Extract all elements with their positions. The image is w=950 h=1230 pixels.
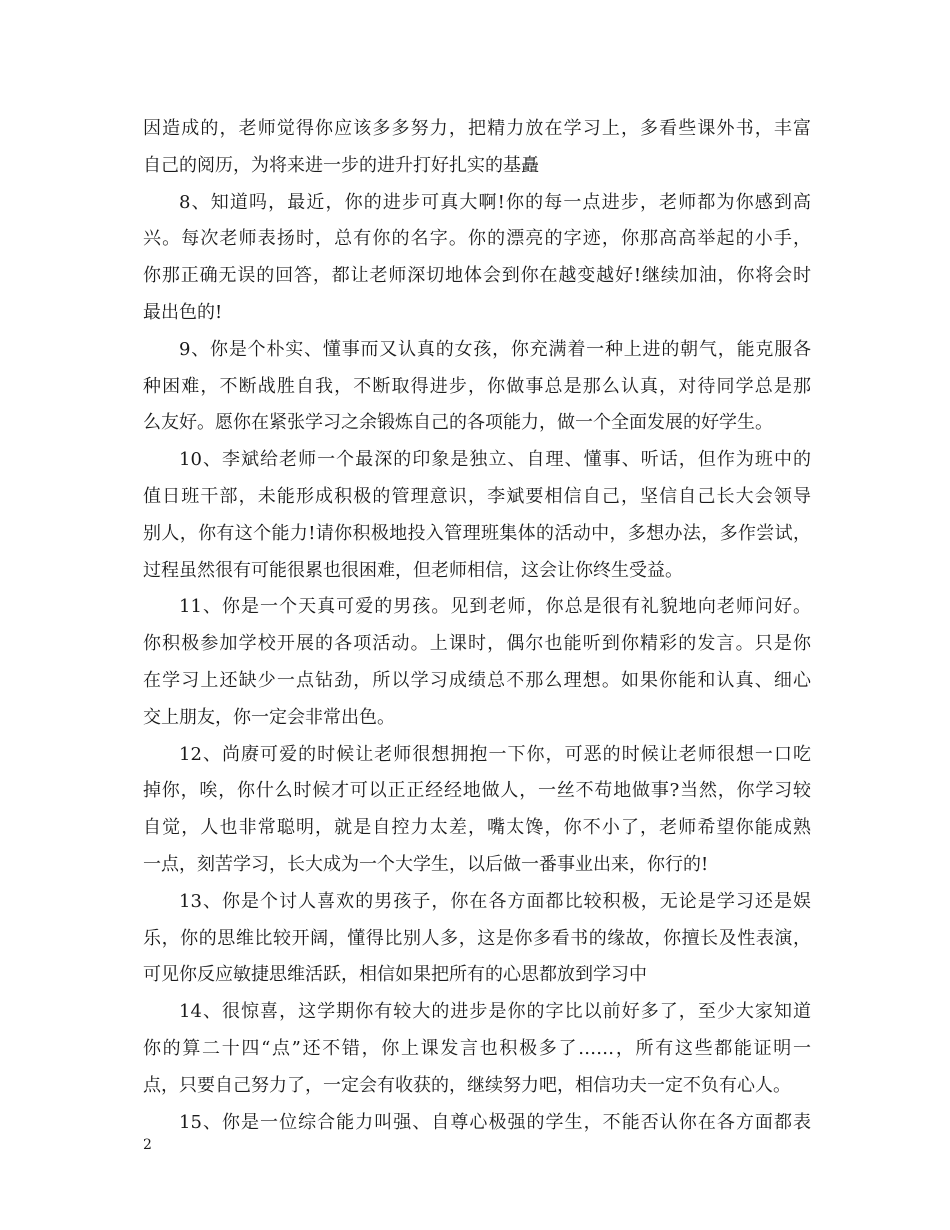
document-body: [143, 111, 811, 1141]
text-line: 你那正确无误的回答，都让老师深切地体会到你在越变越好!继续加油，你将会时: [143, 265, 811, 287]
text-line: 因造成的，老师觉得你应该多多努力，把精力放在学习上，多看些课外书，丰富: [143, 118, 811, 139]
text-line: 自己的阅历，为将来进一步的进升打好扎实的基矗: [143, 154, 539, 176]
text-line: 交上朋友，你一定会非常出色。: [143, 706, 395, 728]
text-line: 过程虽然很有可能很累也很困难，但老师相信，这会让你终生受益。: [143, 559, 683, 581]
text-line: 值日班干部，未能形成积极的管理意识，李斌要相信自己，坚信自己长大会领导: [143, 485, 811, 507]
text-line: 一点，刻苦学习，长大成为一个大学生，以后做一番事业出来，你行的!: [143, 853, 709, 875]
text-line: 别人，你有这个能力!请你积极地投入管理班集体的活动中，多想办法，多作尝试，: [143, 522, 811, 544]
text-line: 自觉，人也非常聪明，就是自控力太差，嘴太馋，你不小了，老师希望你能成熟: [143, 817, 811, 839]
text-line: 掉你，唉，你什么时候才可以正正经经地做人，一丝不苟地做事?当然，你学习较: [143, 780, 811, 802]
page-number: 2: [143, 1137, 152, 1153]
text-line: 你的算二十四“点”还不错，你上课发言也积极多了……，所有这些都能证明一: [143, 1037, 811, 1059]
text-line: 8、知道吗，最近，你的进步可真大啊!你的每一点进步，老师都为你感到高: [179, 191, 811, 213]
text-line: 10、李斌给老师一个最深的印象是独立、自理、懂事、听话，但作为班中的: [179, 449, 811, 471]
text-line: 最出色的!: [143, 301, 223, 323]
text-line: 13、你是个讨人喜欢的男孩子，你在各方面都比较积极，无论是学习还是娱: [179, 890, 811, 912]
text-line: 点，只要自己努力了，一定会有收获的，继续努力吧，相信功夫一定不负有心人。: [143, 1074, 791, 1096]
text-line: 乐，你的思维比较开阔，懂得比别人多，这是你多看书的缘故，你擅长及性表演，: [143, 927, 811, 949]
text-line: 么友好。愿你在紧张学习之余锻炼自己的各项能力，做一个全面发展的好学生。: [143, 412, 773, 434]
text-line: 9、你是个朴实、懂事而又认真的女孩，你充满着一种上进的朝气，能克服各: [179, 338, 811, 360]
text-line: 可见你反应敏捷思维活跃，相信如果把所有的心思都放到学习中: [143, 964, 647, 986]
text-line: 在学习上还缺少一点钻劲，所以学习成绩总不那么理想。如果你能和认真、细心: [143, 669, 811, 691]
text-line: 11、你是一个天真可爱的男孩。见到老师，你总是很有礼貌地向老师问好。: [179, 596, 811, 618]
text-line: 种困难，不断战胜自我，不断取得进步，你做事总是那么认真，对待同学总是那: [143, 375, 811, 397]
text-line: 你积极参加学校开展的各项活动。上课时，偶尔也能听到你精彩的发言。只是你: [143, 633, 811, 655]
text-line: 15、你是一位综合能力叫强、自尊心极强的学生，不能否认你在各方面都表: [179, 1111, 811, 1133]
text-line: 12、尚赓可爱的时候让老师很想拥抱一下你，可恶的时候让老师很想一口吃: [179, 743, 811, 765]
text-line: 14、很惊喜，这学期你有较大的进步是你的字比以前好多了，至少大家知道: [179, 1001, 811, 1023]
text-line: 兴。每次老师表扬时，总有你的名字。你的漂亮的字迹，你那高高举起的小手，: [143, 228, 811, 250]
